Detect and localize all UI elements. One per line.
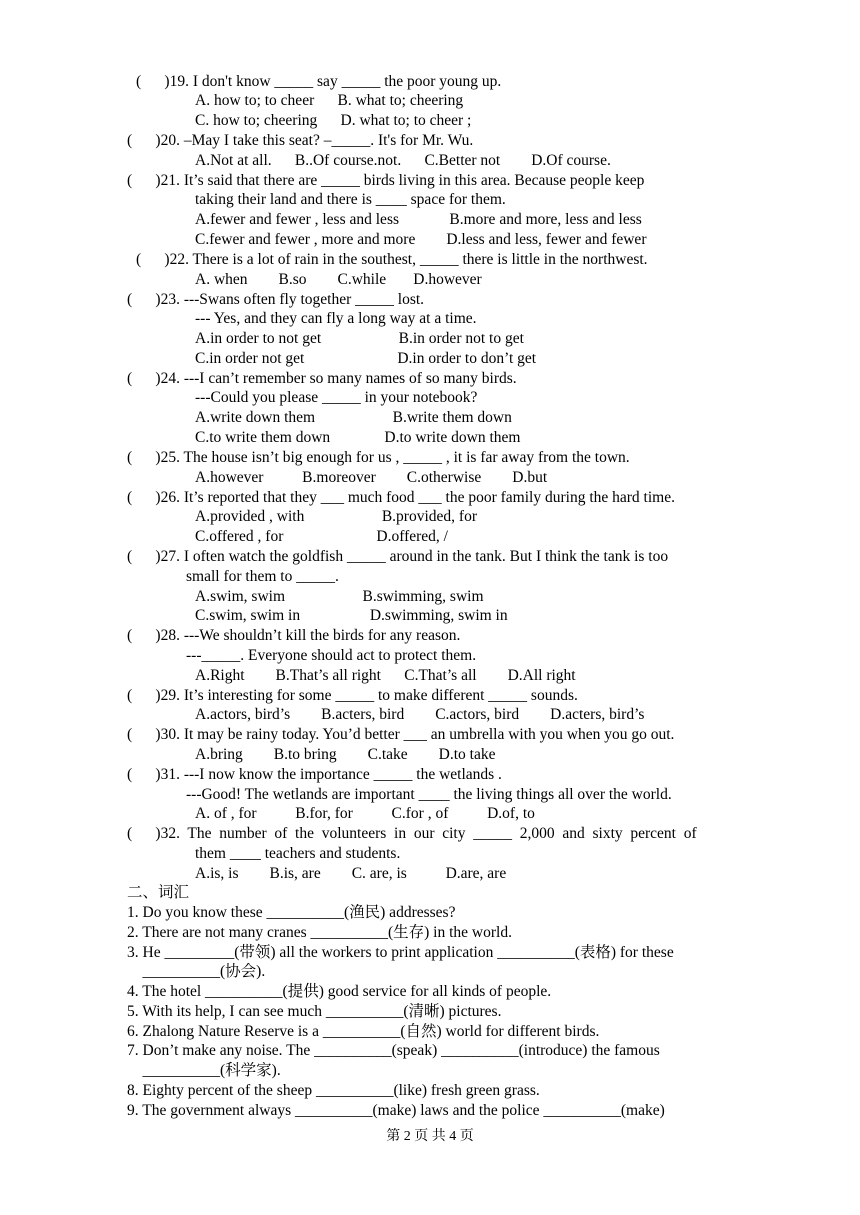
question-continuation: them ____ teachers and students. [195, 845, 401, 862]
question-continuation: taking their land and there is ____ space for them. [195, 191, 506, 208]
answer-options: A.actors, bird’s B.acters, bird C.actors, bird D.acters, bird’s [195, 706, 645, 723]
answer-options: A. when B.so C.while D.however [195, 271, 482, 288]
vocab-item: 7. Don’t make any noise. The __________(speak) __________(introduce) the famous [127, 1042, 660, 1059]
question-stem-q26: ( )26. It’s reported that they ___ much food ___ the poor family during the hard time. [127, 489, 675, 506]
question-stem-q28: ( )28. ---We shouldn’t kill the birds for any reason. [127, 627, 461, 644]
vocab-item: 4. The hotel __________(提供) good service for all kinds of people. [127, 983, 552, 1000]
vocab-item: 5. With its help, I can see much __________(清晰) pictures. [127, 1003, 502, 1020]
question-stem-q19: ( )19. I don't know _____ say _____ the poor young up. [136, 73, 502, 90]
answer-options: A.is, is B.is, are C. are, is D.are, are [195, 865, 507, 882]
question-stem-q32: ( )32. The number of the volunteers in our city _____ 2,000 and sixty percent of [127, 825, 697, 842]
vocab-item: 2. There are not many cranes __________(生存) in the world. [127, 924, 512, 941]
question-stem-q30: ( )30. It may be rainy today. You’d better ___ an umbrella with you when you go out. [127, 726, 675, 743]
question-continuation: --- Yes, and they can fly a long way at a time. [195, 310, 477, 327]
question-stem-q21: ( )21. It’s said that there are _____ birds living in this area. Because people keep [127, 172, 645, 189]
answer-options: A.bring B.to bring C.take D.to take [195, 746, 496, 763]
answer-options: C. how to; cheering D. what to; to cheer ; [195, 112, 472, 129]
section-heading: 二、词汇 [127, 884, 190, 901]
answer-options: C.fewer and fewer , more and more D.less and less, fewer and fewer [195, 231, 647, 248]
answer-options: A. of , for B.for, for C.for , of D.of, to [195, 805, 535, 822]
vocab-item: 1. Do you know these __________(渔民) addresses? [127, 904, 456, 921]
answer-options: A.provided , with B.provided, for [195, 508, 477, 525]
answer-options: A.write down them B.write them down [195, 409, 512, 426]
answer-options: C.in order not get D.in order to don’t get [195, 350, 537, 367]
question-stem-q25: ( )25. The house isn’t big enough for us , _____ , it is far away from the town. [127, 449, 630, 466]
vocab-item: 9. The government always __________(make) laws and the police __________(make) [127, 1102, 665, 1119]
question-continuation: small for them to _____. [186, 568, 339, 585]
answer-options: A. how to; to cheer B. what to; cheering [195, 92, 464, 109]
answer-options: C.to write them down D.to write down them [195, 429, 521, 446]
vocab-item: 8. Eighty percent of the sheep __________(like) fresh green grass. [127, 1082, 540, 1099]
question-continuation: ---_____. Everyone should act to protect them. [186, 647, 477, 664]
answer-options: A.Not at all. B..Of course.not. C.Better not D.Of course. [195, 152, 611, 169]
question-stem-q29: ( )29. It’s interesting for some _____ to make different _____ sounds. [127, 687, 578, 704]
question-stem-q23: ( )23. ---Swans often fly together _____ lost. [127, 291, 425, 308]
question-continuation: ---Could you please _____ in your notebook? [195, 389, 478, 406]
question-stem-q20: ( )20. –May I take this seat? –_____. It's for Mr. Wu. [127, 132, 474, 149]
page-footer: 第 2 页 共 4 页 [386, 1129, 474, 1144]
question-continuation: ---Good! The wetlands are important ____ the living things all over the world. [186, 786, 672, 803]
answer-options: A.fewer and fewer , less and less B.more and more, less and less [195, 211, 642, 228]
answer-options: A.Right B.That’s all right C.That’s all D.All right [195, 667, 576, 684]
answer-options: C.swim, swim in D.swimming, swim in [195, 607, 508, 624]
answer-options: C.offered , for D.offered, / [195, 528, 448, 545]
question-stem-q22: ( )22. There is a lot of rain in the southest, _____ there is little in the northwest. [136, 251, 648, 268]
answer-options: A.swim, swim B.swimming, swim [195, 588, 484, 605]
vocab-item: __________(协会). [127, 963, 266, 980]
vocab-item: 3. He _________(带领) all the workers to print application __________(表格) for these [127, 944, 674, 961]
vocab-item: 6. Zhalong Nature Reserve is a __________(自然) world for different birds. [127, 1023, 600, 1040]
answer-options: A.in order to not get B.in order not to get [195, 330, 524, 347]
question-stem-q27: ( )27. I often watch the goldfish _____ around in the tank. But I think the tank is too [127, 548, 669, 565]
answer-options: A.however B.moreover C.otherwise D.but [195, 469, 548, 486]
question-stem-q24: ( )24. ---I can’t remember so many names of so many birds. [127, 370, 517, 387]
vocab-item: __________(科学家). [127, 1062, 281, 1079]
question-stem-q31: ( )31. ---I now know the importance _____ the wetlands . [127, 766, 502, 783]
